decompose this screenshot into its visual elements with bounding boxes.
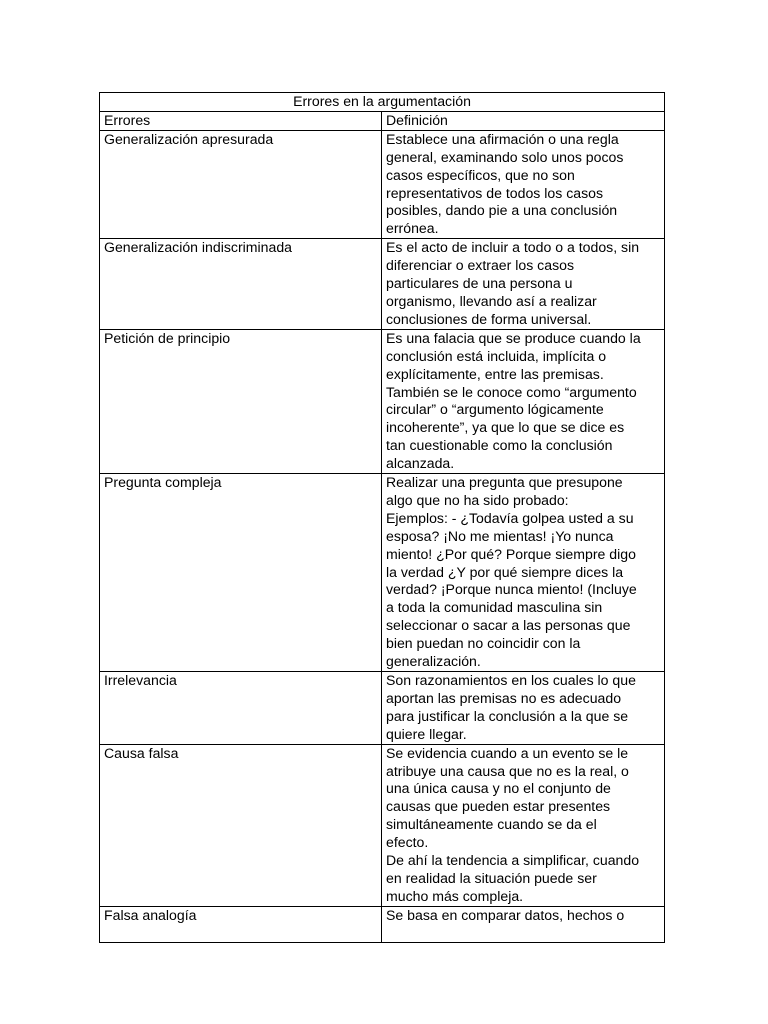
table-row <box>100 329 665 473</box>
table-row <box>100 130 665 238</box>
table-title: Errores en la argumentación <box>100 93 665 112</box>
header-errores: Errores <box>100 111 382 130</box>
table-title-row <box>100 93 665 112</box>
error-name: Pregunta compleja <box>100 474 382 672</box>
table-row <box>100 906 665 942</box>
error-name: Irrelevancia <box>100 672 382 745</box>
error-name: Generalización apresurada <box>100 130 382 238</box>
error-definition: Establece una afirmación o una regla general, examinando solo unos pocos casos específicos, que no son representativos de todos los casos posibles, dando pie a una conclusión errónea. <box>382 130 665 238</box>
table-row <box>100 239 665 330</box>
errors-table <box>99 92 665 943</box>
error-name: Causa falsa <box>100 744 382 906</box>
error-definition: Es una falacia que se produce cuando la conclusión está incluida, implícita o explícitamente, entre las premisas. También se le conoce como “argumento circular” o “argumento lógicamente incoherente”, ya que lo que se dice es tan cuestionable como la conclusión alcanzada. <box>382 329 665 473</box>
error-name: Generalización indiscriminada <box>100 239 382 330</box>
error-definition: Es el acto de incluir a todo o a todos, sin diferenciar o extraer los casos particulares de una persona u organismo, llevando así a realizar conclusiones de forma universal. <box>382 239 665 330</box>
error-definition: Se basa en comparar datos, hechos o <box>382 906 665 942</box>
error-definition: Realizar una pregunta que presupone algo que no ha sido probado: Ejemplos: - ¿Todavía golpea usted a su esposa? ¡No me mientas! ¡Yo nunca miento! ¿Por qué? Porque siempre digo la verdad ¿Y por qué siempre dices la verdad? ¡Porque nunca miento! (Incluye a toda la comunidad masculina sin seleccionar o sacar a las personas que bien puedan no coincidir con la generalización. <box>382 474 665 672</box>
table-row <box>100 744 665 906</box>
header-definicion: Definición <box>382 111 665 130</box>
table-row <box>100 474 665 672</box>
error-definition: Son razonamientos en los cuales lo que aportan las premisas no es adecuado para justificar la conclusión a la que se quiere llegar. <box>382 672 665 745</box>
error-name: Falsa analogía <box>100 906 382 942</box>
error-name: Petición de principio <box>100 329 382 473</box>
error-definition: Se evidencia cuando a un evento se le atribuye una causa que no es la real, o una única causa y no el conjunto de causas que pueden estar presentes simultáneamente cuando se da el efecto. De ahí la tendencia a simplificar, cuando en realidad la situación puede ser mucho más compleja. <box>382 744 665 906</box>
table-header-row <box>100 111 665 130</box>
table-row <box>100 672 665 745</box>
